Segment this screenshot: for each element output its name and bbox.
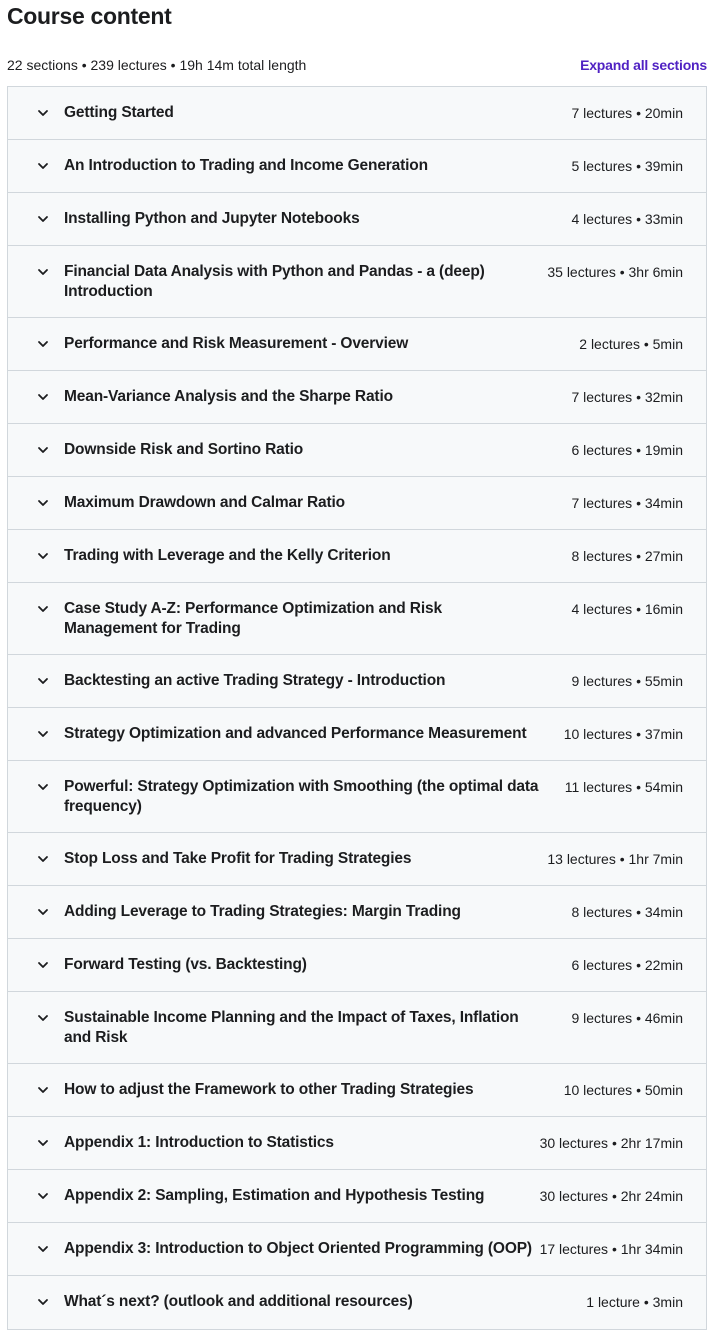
section-meta: 10 lectures • 50min [563, 1082, 683, 1098]
section-title: Maximum Drawdown and Calmar Ratio [64, 494, 345, 511]
section-item[interactable] [8, 583, 706, 655]
chevron-down-icon [36, 1242, 50, 1256]
chevron-down-icon [36, 852, 50, 866]
section-title: Installing Python and Jupyter Notebooks [64, 210, 360, 227]
section-title: Sustainable Income Planning and the Impact of Taxes, Inflation and Risk [64, 1009, 519, 1046]
section-title: Financial Data Analysis with Python and Pandas - a (deep) Introduction [64, 263, 485, 300]
chevron-down-icon [36, 727, 50, 741]
section-item[interactable] [8, 530, 706, 583]
section-title: Appendix 1: Introduction to Statistics [64, 1134, 334, 1151]
section-item[interactable] [8, 655, 706, 708]
section-title: Strategy Optimization and advanced Performance Measurement [64, 725, 527, 742]
chevron-down-icon [36, 1295, 50, 1309]
chevron-down-icon [36, 1083, 50, 1097]
section-title: How to adjust the Framework to other Trading Strategies [64, 1081, 474, 1098]
section-item[interactable] [8, 886, 706, 939]
section-meta: 9 lectures • 55min [571, 673, 683, 689]
section-title: Appendix 3: Introduction to Object Oriented Programming (OOP) [64, 1240, 532, 1257]
chevron-down-icon [36, 159, 50, 173]
section-title: Performance and Risk Measurement - Overview [64, 335, 409, 352]
course-summary: 22 sections • 239 lectures • 19h 14m total length [7, 57, 307, 73]
sections-list [7, 86, 707, 1330]
section-meta: 4 lectures • 16min [571, 601, 683, 617]
section-item[interactable] [8, 246, 706, 318]
chevron-down-icon [36, 443, 50, 457]
section-meta: 7 lectures • 32min [571, 389, 683, 405]
section-item[interactable] [8, 992, 706, 1064]
chevron-down-icon [36, 674, 50, 688]
section-item[interactable] [8, 193, 706, 246]
section-item[interactable] [8, 1170, 706, 1223]
section-title: Mean-Variance Analysis and the Sharpe Ratio [64, 388, 393, 405]
chevron-down-icon [36, 958, 50, 972]
section-title: Forward Testing (vs. Backtesting) [64, 956, 307, 973]
section-title: Backtesting an active Trading Strategy - Introduction [64, 672, 446, 689]
section-meta: 17 lectures • 1hr 34min [539, 1241, 683, 1257]
chevron-down-icon [36, 106, 50, 120]
section-item[interactable] [8, 371, 706, 424]
chevron-down-icon [36, 905, 50, 919]
section-meta: 7 lectures • 20min [571, 105, 683, 121]
chevron-down-icon [36, 1011, 50, 1025]
page-title: Course content [7, 3, 172, 29]
section-meta: 13 lectures • 1hr 7min [547, 851, 683, 867]
chevron-down-icon [36, 337, 50, 351]
section-meta: 6 lectures • 19min [571, 442, 683, 458]
chevron-down-icon [36, 390, 50, 404]
course-summary-row [7, 55, 707, 75]
section-meta: 2 lectures • 5min [579, 336, 683, 352]
section-meta: 4 lectures • 33min [571, 211, 683, 227]
section-title: Getting Started [64, 104, 174, 121]
section-item[interactable] [8, 939, 706, 992]
chevron-down-icon [36, 1189, 50, 1203]
section-title: An Introduction to Trading and Income Generation [64, 157, 428, 174]
section-meta: 9 lectures • 46min [571, 1010, 683, 1026]
section-meta: 8 lectures • 27min [571, 548, 683, 564]
chevron-down-icon [36, 780, 50, 794]
section-title: Downside Risk and Sortino Ratio [64, 441, 304, 458]
section-meta: 30 lectures • 2hr 17min [539, 1135, 683, 1151]
section-item[interactable] [8, 708, 706, 761]
section-item[interactable] [8, 140, 706, 193]
section-meta: 6 lectures • 22min [571, 957, 683, 973]
section-title: Adding Leverage to Trading Strategies: Margin Trading [64, 903, 461, 920]
section-meta: 8 lectures • 34min [571, 904, 683, 920]
section-item[interactable] [8, 477, 706, 530]
section-meta: 1 lecture • 3min [586, 1294, 683, 1310]
section-title: Powerful: Strategy Optimization with Smoothing (the optimal data frequency) [64, 778, 539, 815]
chevron-down-icon [36, 602, 50, 616]
section-meta: 35 lectures • 3hr 6min [547, 264, 683, 280]
section-title: Trading with Leverage and the Kelly Criterion [64, 547, 391, 564]
section-meta: 11 lectures • 54min [564, 779, 683, 795]
section-meta: 5 lectures • 39min [571, 158, 683, 174]
chevron-down-icon [36, 496, 50, 510]
section-item[interactable] [8, 1223, 706, 1276]
chevron-down-icon [36, 1136, 50, 1150]
section-title: Stop Loss and Take Profit for Trading Strategies [64, 850, 412, 867]
section-item[interactable] [8, 1117, 706, 1170]
chevron-down-icon [36, 549, 50, 563]
section-item[interactable] [8, 318, 706, 371]
section-item[interactable] [8, 1064, 706, 1117]
section-item[interactable] [8, 424, 706, 477]
section-item[interactable] [8, 833, 706, 886]
expand-all-sections-button[interactable]: Expand all sections [580, 57, 707, 73]
section-item[interactable] [8, 87, 706, 140]
section-meta: 7 lectures • 34min [571, 495, 683, 511]
section-meta: 10 lectures • 37min [563, 726, 683, 742]
section-title: What´s next? (outlook and additional resources) [64, 1293, 413, 1310]
chevron-down-icon [36, 265, 50, 279]
section-meta: 30 lectures • 2hr 24min [539, 1188, 683, 1204]
section-item[interactable] [8, 761, 706, 833]
section-title: Appendix 2: Sampling, Estimation and Hypothesis Testing [64, 1187, 485, 1204]
chevron-down-icon [36, 212, 50, 226]
section-item[interactable] [8, 1276, 706, 1329]
section-title: Case Study A-Z: Performance Optimization and Risk Management for Trading [64, 600, 442, 637]
